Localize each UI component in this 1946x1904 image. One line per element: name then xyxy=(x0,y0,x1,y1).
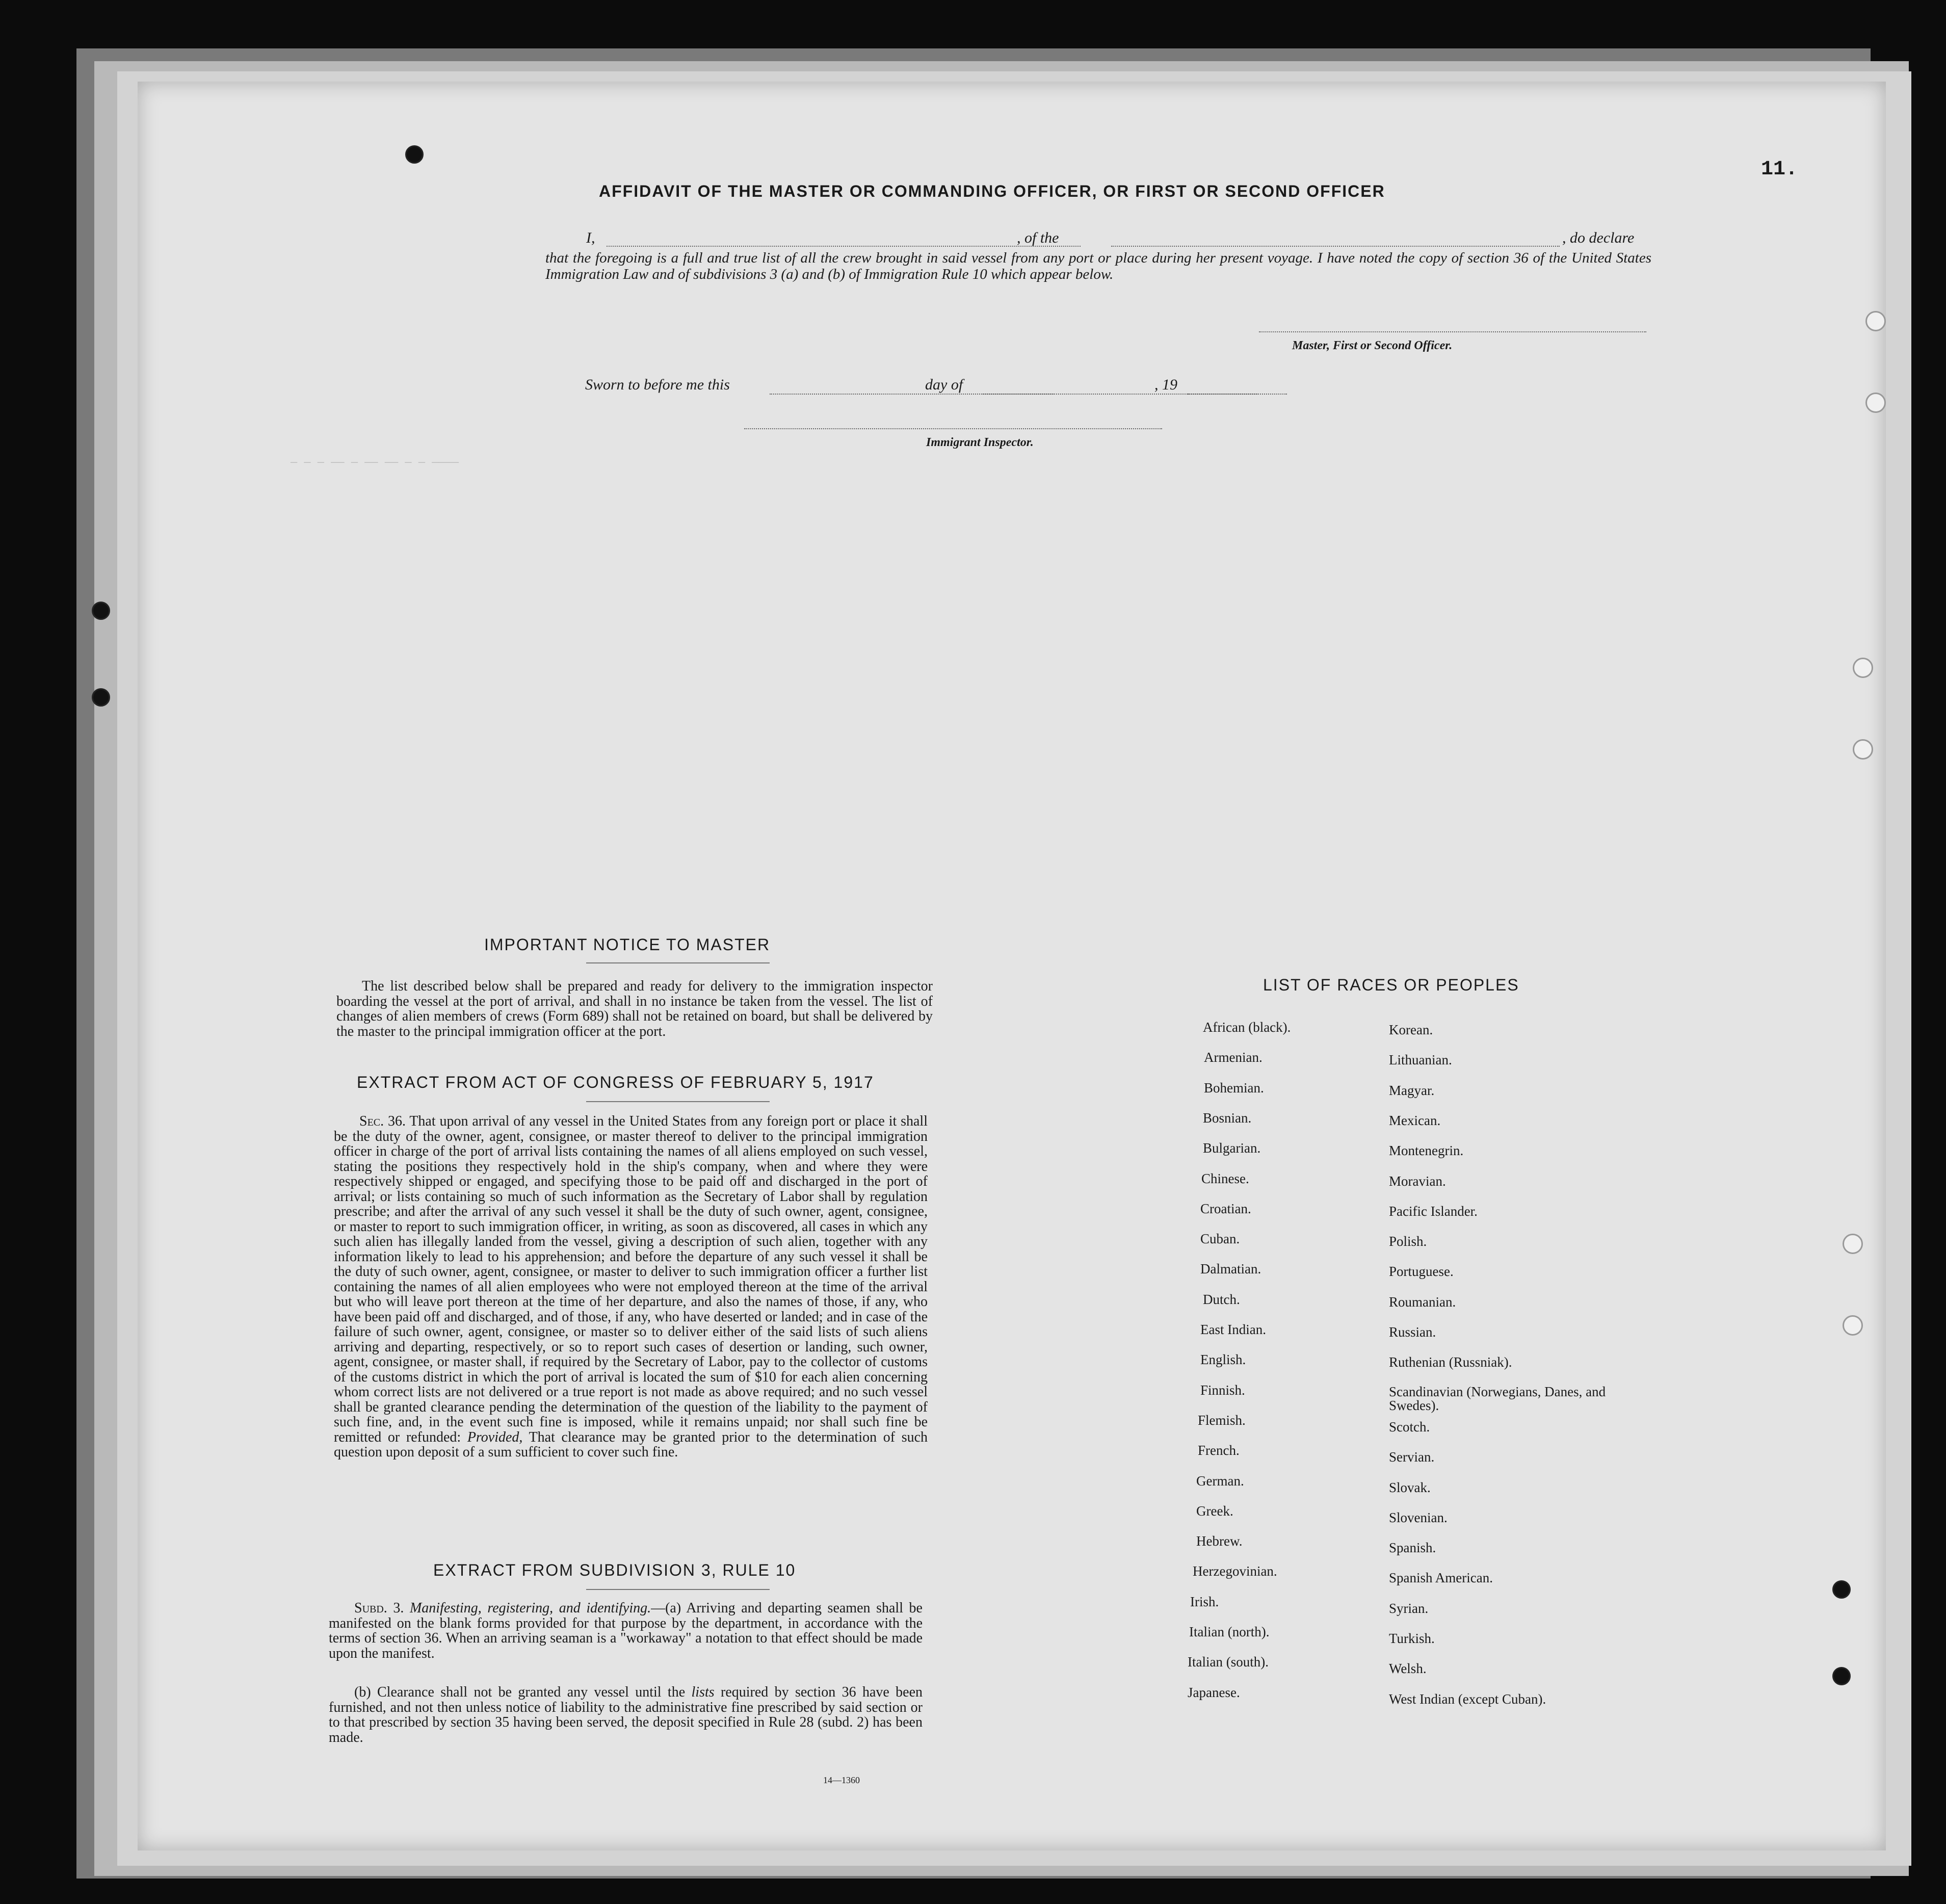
race-item: East Indian. xyxy=(1200,1322,1266,1337)
race-item: Montenegrin. xyxy=(1389,1143,1464,1159)
race-item: Welsh. xyxy=(1389,1661,1427,1677)
section-text: That upon arrival of any vessel in the United States from any foreign port or place it shall be the duty of the owner, agent, consignee, or master thereof to deliver to the principal immigration officer in charge of the port of arrival lists containing the names of all aliens employed on such vessel, stating the positions they respectively hold in the ship's company, when and where they were respectively shipped or engaged, and specifying those to be paid off and discharged in the port of arrival; or lists containing so much of such information as the Secretary of Labor shall by regulation prescribe; and after the arrival of any such vessel it shall be the duty of such owner, agent, consignee, or master to report to such immigration officer, in writing, as soon as discovered, all cases in which any such alien has illegally landed from the vessel, giving a description of such alien, together with any information likely to lead to his apprehension; and before the departure of any such vessel it shall be the duty of such owner, agent, consignee, or master to deliver to such immigration officer a further list containing the names of all alien employees who were not employed thereon at the time of the arrival but who will leave port thereon at the time of her departure, and also the names of those, if any, who have been paid off and discharged, and of those, if any, who have deserted or landed; and in case of the failure of such owner, agent, consignee, or master so to deliver either of the said lists of such aliens arriving and departing, respectively, or so to report such cases of desertion or landing, such owner, agent, consignee, or master shall, if required by the Secretary of Labor, pay to the collector of customs of the customs district in which the port of arrival is located the sum of $10 for each alien concerning whom correct lists are not delivered or a true report is not made as above required; and no such vessel shall be granted clearance pending the determination of the question of the liability to the payment of such fine, and, in the event such fine is imposed, while it remains unpaid; nor shall such fine be remitted or refunded: xyxy=(334,1113,928,1445)
race-item: Mexican. xyxy=(1389,1112,1441,1128)
race-item: Italian (north). xyxy=(1189,1624,1270,1639)
affidavit-line1-start: I, xyxy=(586,229,595,246)
section-label: Sec. 36. xyxy=(359,1113,406,1129)
binder-hole xyxy=(92,602,110,620)
sworn-text: Sworn to before me this xyxy=(585,376,730,393)
binder-hole xyxy=(1832,1667,1851,1685)
race-item: Finnish. xyxy=(1200,1382,1245,1398)
notice-text: The list described below shall be prepared and ready for delivery to the immigration inspector boarding the vessel at the port of arrival, and shall in no instance be taken from the vessel. The list of changes of alien members of crews (Form 689) shall not be retained on board, but shall be delivered by the master to the principal immigration officer at the port. xyxy=(336,978,933,1039)
race-item: Bosnian. xyxy=(1203,1110,1252,1126)
notice-divider xyxy=(586,962,770,963)
binder-hole xyxy=(92,688,110,707)
binder-hole xyxy=(1853,658,1873,678)
race-item: Japanese. xyxy=(1188,1684,1240,1700)
signature-line xyxy=(1259,331,1646,332)
race-item: French. xyxy=(1198,1443,1240,1458)
affidavit-do-declare: , do declare xyxy=(1562,229,1635,246)
race-item: Servian. xyxy=(1389,1449,1435,1465)
binder-hole xyxy=(1832,1580,1851,1599)
race-item: Dutch. xyxy=(1203,1291,1240,1307)
race-item: Spanish. xyxy=(1389,1540,1436,1556)
rule-subdivision-b xyxy=(329,1685,923,1745)
subd-b-lists: lists xyxy=(691,1684,715,1700)
race-item: Roumanian. xyxy=(1389,1294,1456,1310)
race-item: Magyar. xyxy=(1389,1082,1435,1098)
subd-b-start: (b) Clearance shall not be granted any vessel until the xyxy=(354,1684,686,1700)
race-item: Armenian. xyxy=(1204,1050,1263,1065)
race-item: Turkish. xyxy=(1389,1631,1435,1646)
race-item: Pacific Islander. xyxy=(1389,1203,1478,1219)
race-item: Croatian. xyxy=(1200,1201,1251,1216)
affidavit-text: that the foregoing is a full and true list of all the crew brought in said vessel from any port or place during her present voyage. I have noted the copy of section 36 of the United States Immigration Law and of subdivisions 3 (a) and (b) of Immigration Rule 10 which appear below. xyxy=(545,250,1651,282)
race-item: Greek. xyxy=(1196,1503,1233,1519)
inspector-caption: Immigrant Inspector. xyxy=(926,436,1034,449)
race-item: Lithuanian. xyxy=(1389,1052,1452,1068)
race-item: West Indian (except Cuban). xyxy=(1389,1691,1546,1707)
binder-hole xyxy=(1865,311,1886,331)
race-item: Flemish. xyxy=(1198,1412,1246,1428)
act-section-36 xyxy=(334,1114,928,1460)
binder-hole xyxy=(405,145,424,164)
race-item: Polish. xyxy=(1389,1234,1427,1249)
race-item: Portuguese. xyxy=(1389,1264,1454,1280)
rule-extract-divider xyxy=(586,1589,770,1590)
race-item: Bohemian. xyxy=(1204,1080,1264,1096)
subd-label: Subd. 3. xyxy=(354,1600,404,1616)
act-extract-divider xyxy=(586,1101,770,1102)
binder-hole xyxy=(1843,1315,1863,1336)
races-heading: LIST OF RACES OR PEOPLES xyxy=(1263,976,1519,994)
race-item: Ruthenian (Russniak). xyxy=(1389,1354,1512,1370)
provided-label: Provided, xyxy=(467,1429,523,1445)
affidavit-heading: AFFIDAVIT OF THE MASTER OR COMMANDING OFFICER, OR FIRST OR SECOND OFFICER xyxy=(599,182,1385,200)
race-item: Korean. xyxy=(1389,1022,1433,1037)
inspector-signature-line xyxy=(744,428,1162,429)
race-item: Cuban. xyxy=(1200,1231,1240,1247)
race-item: Chinese. xyxy=(1201,1170,1249,1186)
signature-caption: Master, First or Second Officer. xyxy=(1292,339,1453,352)
race-item: African (black). xyxy=(1203,1020,1291,1035)
race-item: Scotch. xyxy=(1389,1419,1430,1434)
sworn-year-blank xyxy=(1188,394,1259,395)
race-item: Dalmatian. xyxy=(1200,1261,1261,1277)
vessel-name-blank xyxy=(1111,246,1560,247)
race-item: English. xyxy=(1200,1352,1246,1368)
race-item: Slovenian. xyxy=(1389,1509,1448,1525)
master-name-blank xyxy=(607,246,1081,247)
race-item: German. xyxy=(1196,1473,1244,1489)
race-item: Spanish American. xyxy=(1389,1570,1493,1586)
race-item: Slovak. xyxy=(1389,1479,1431,1495)
rule-extract-heading: EXTRACT FROM SUBDIVISION 3, RULE 10 xyxy=(433,1561,796,1579)
bleed-through-text: — — — —— — —— —— — — ———— xyxy=(291,456,459,469)
race-item: Italian (south). xyxy=(1188,1654,1269,1670)
provided-text: That clearance may be granted prior to the determination of such question upon deposit of a sum sufficient to cover such fine. xyxy=(334,1429,928,1460)
race-item: Herzegovinian. xyxy=(1193,1563,1277,1579)
race-item: Syrian. xyxy=(1389,1600,1429,1616)
rule-subdivision-a xyxy=(329,1601,923,1661)
race-item: Scandinavian (Norwegians, Danes, and Swedes). xyxy=(1389,1384,1606,1413)
sworn-year: , 19 xyxy=(1154,376,1177,393)
binder-hole xyxy=(1843,1234,1863,1254)
page-number: 11. xyxy=(1761,158,1798,181)
manifest-page xyxy=(138,82,1886,1850)
race-item: Bulgarian. xyxy=(1203,1140,1261,1156)
affidavit-of-the: , of the xyxy=(1017,229,1059,246)
subd-title: Manifesting, registering, and identifying. xyxy=(409,1600,651,1616)
subd-b-rest: required by section 36 have been furnished, and not then unless notice of liability to the administrative fine prescribed by said section or to that prescribed by section 35 having been served, the deposit specified in Rule 28 (subd. 2) has been made. xyxy=(329,1684,923,1745)
binder-hole xyxy=(1853,739,1873,760)
act-extract-heading: EXTRACT FROM ACT OF CONGRESS OF FEBRUARY 5, 1917 xyxy=(357,1073,874,1091)
race-item: Russian. xyxy=(1389,1324,1436,1340)
race-item: Hebrew. xyxy=(1196,1533,1243,1549)
race-item: Moravian. xyxy=(1389,1173,1446,1189)
binder-hole xyxy=(1865,393,1886,413)
subd-a-text: —(a) Arriving and departing seamen shall be manifested on the blank forms provided for that purpose by the department, in accordance with the terms of section 36. When an arriving seaman is a "workaway" a notation to that effect should be made upon the manifest. xyxy=(329,1600,923,1661)
notice-heading: IMPORTANT NOTICE TO MASTER xyxy=(484,935,771,954)
race-item: Irish. xyxy=(1190,1594,1219,1609)
form-number: 14—1360 xyxy=(823,1775,860,1785)
sworn-day-of: day of xyxy=(925,376,963,393)
